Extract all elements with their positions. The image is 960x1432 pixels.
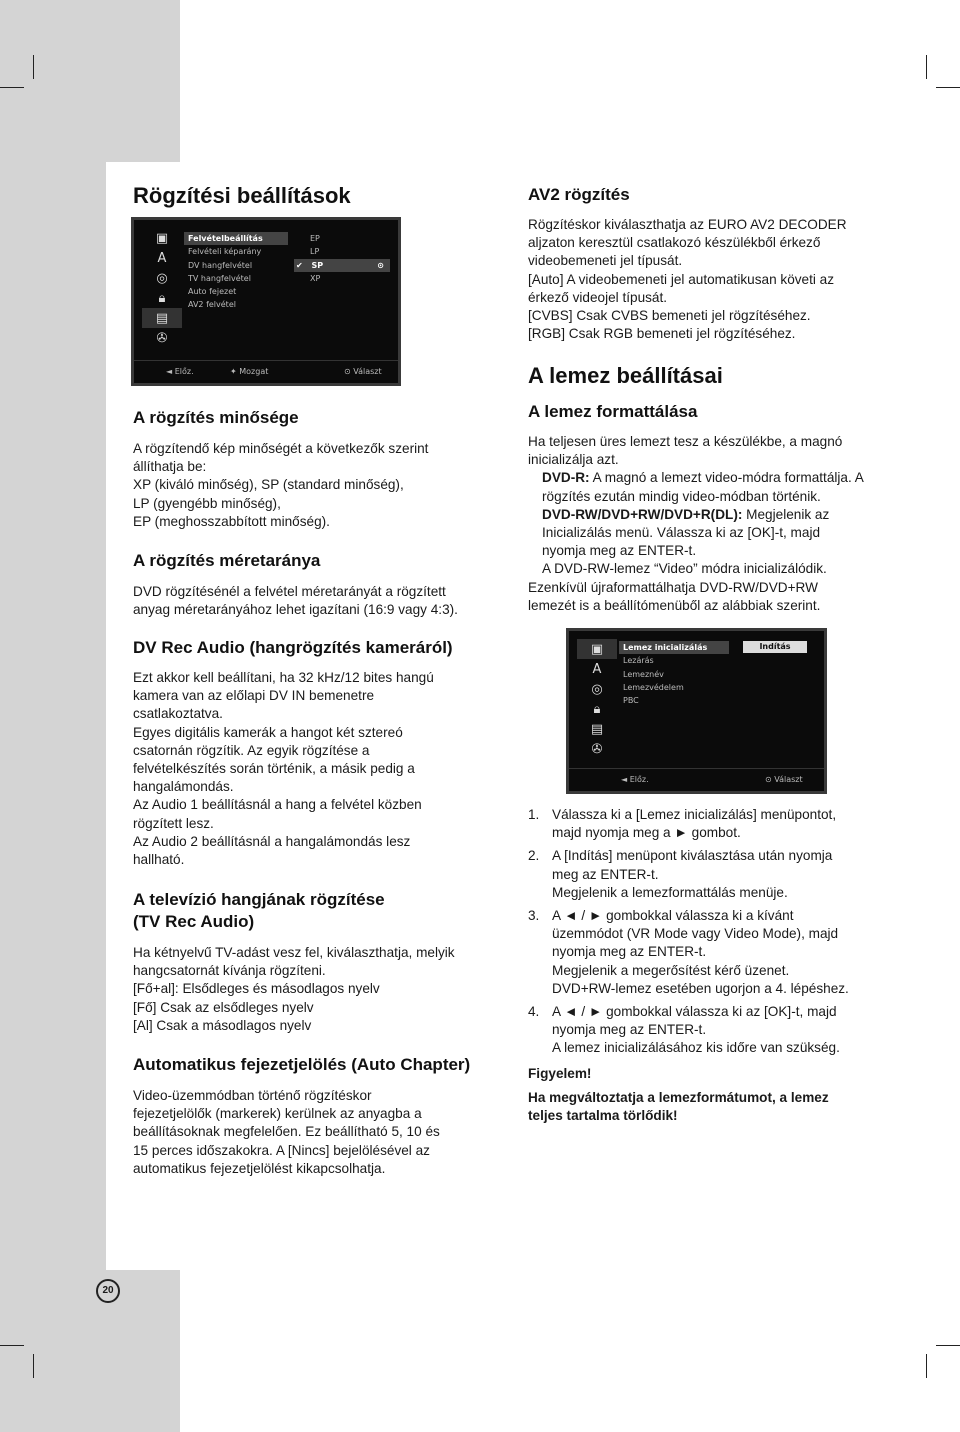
lock-icon: 🔒︎ bbox=[158, 290, 166, 306]
text-line: EP (meghosszabbított minőség). bbox=[133, 513, 330, 529]
rw-line bbox=[528, 506, 864, 524]
text-line: A ◄ / ► gombokkal válassza ki a kívánt bbox=[552, 908, 794, 924]
section-heading: A lemez formattálása bbox=[528, 402, 698, 421]
text-line: Megjelenik a lemezformattálás menüje. bbox=[552, 884, 788, 900]
text-line: meg az ENTER-t. bbox=[552, 866, 659, 882]
text-line: Ha teljesen üres lemezt tesz a készülékbe, a magnó bbox=[528, 434, 843, 449]
move-hint: ✦ Mozgat bbox=[230, 367, 269, 376]
start-button[interactable]: Indítás bbox=[743, 641, 807, 653]
warning-text bbox=[528, 1089, 829, 1125]
section-heading: Automatikus fejezetjelölés (Auto Chapter) bbox=[133, 1055, 471, 1074]
text-line: DVD rögzítésénél a felvétel méretarányát a rögzített bbox=[133, 584, 446, 599]
osd2-menu-item[interactable]: Lemezvédelem bbox=[623, 682, 684, 692]
gray-band-left bbox=[0, 0, 106, 1432]
section-body bbox=[133, 1087, 440, 1178]
steps-list bbox=[528, 806, 928, 1063]
text-line: lemezét is a beállítómenüből az alábbiak szerint. bbox=[528, 597, 821, 613]
disc-icon: ✇ bbox=[591, 741, 603, 757]
osd1-menu-item[interactable]: Felvételi képarány bbox=[188, 247, 262, 257]
osd1-option[interactable]: EP bbox=[310, 234, 320, 243]
text-line: beállításoknak megfelelően. Ez beállítható 5, 10 és bbox=[133, 1124, 440, 1140]
select-hint: ⊙ Választ bbox=[344, 367, 382, 376]
text-line: [CVBS] Csak CVBS bemeneti jel rögzítéséhez. bbox=[528, 308, 811, 324]
osd1-menu-item[interactable]: TV hangfelvétel bbox=[188, 273, 251, 283]
text-fragment: Megjelenik az bbox=[742, 506, 830, 522]
text-line: [Al] Csak a másodlagos nyelv bbox=[133, 1017, 312, 1033]
text-line: nyomja meg az ENTER-t. bbox=[552, 1022, 707, 1038]
text-line: érkező videojel típusát. bbox=[528, 289, 668, 305]
text-line: LP (gyengébb minőség), bbox=[133, 495, 281, 511]
step-number: 4. bbox=[528, 1004, 540, 1020]
text-line: kamera van az előlapi DV IN bemenetre bbox=[133, 688, 375, 704]
section-body bbox=[133, 669, 434, 869]
text-line: A rögzítendő kép minőségét a következők szerint bbox=[133, 441, 429, 456]
text-line: állíthatja be: bbox=[133, 459, 207, 475]
text-line: DVD+RW-lemez esetében ugorjon a 4. lépéshez. bbox=[552, 980, 849, 996]
text-line: A ◄ / ► gombokkal válassza ki az [OK]-t, majd bbox=[552, 1004, 837, 1020]
prev-hint: ◄ Előz. bbox=[166, 367, 194, 376]
text-line: Ha megváltoztatja a lemezformátumot, a lemez bbox=[528, 1090, 829, 1105]
text-line: Video-üzemmódban történő rögzítéskor bbox=[133, 1088, 372, 1103]
osd1-option-label: SP bbox=[311, 260, 324, 270]
text-line: üzemmódot (VR Mode vagy Video Mode), majd bbox=[552, 926, 839, 942]
text-line: videobemeneti jel típusát. bbox=[528, 253, 683, 269]
osd1-footer bbox=[134, 360, 398, 383]
section-body bbox=[133, 944, 455, 1035]
step-item bbox=[528, 806, 928, 842]
text-line: Ezt akkor kell beállítani, ha 32 kHz/12 bites hangú bbox=[133, 670, 434, 685]
language-icon: A bbox=[157, 250, 167, 266]
step-item bbox=[528, 847, 928, 902]
crop-mark bbox=[936, 87, 960, 88]
osd2-footer bbox=[569, 768, 824, 791]
step-number: 2. bbox=[528, 848, 540, 864]
osd-icon-column bbox=[142, 228, 182, 348]
osd1-options bbox=[294, 232, 390, 285]
osd1-menu bbox=[184, 232, 288, 312]
text-line: [RGB] Csak RGB bemeneti jel rögzítéséhez. bbox=[528, 326, 796, 342]
osd1-menu-item[interactable]: AV2 felvétel bbox=[188, 300, 236, 310]
text-line: Rögzítéskor kiválaszthatja az EURO AV2 DECODER bbox=[528, 217, 847, 232]
osd2-menu bbox=[619, 641, 729, 707]
osd2-menu-item[interactable]: Lemez inicializálás bbox=[619, 641, 729, 654]
text-line: fejezetjelölők (markerek) kerülnek az anyagba a bbox=[133, 1106, 422, 1122]
osd1-option[interactable]: XP bbox=[310, 273, 321, 283]
text-line: A [Indítás] menüpont kiválasztása után nyomja bbox=[552, 848, 833, 864]
section-title: A lemez beállításai bbox=[528, 363, 723, 388]
step-number: 1. bbox=[528, 807, 540, 822]
text-line: hallható. bbox=[133, 852, 185, 868]
crop-mark bbox=[926, 1354, 927, 1378]
osd2-menu-item[interactable]: PBC bbox=[623, 696, 639, 706]
dvdr-label: DVD-R: bbox=[542, 470, 590, 486]
text-line: rögzítés ezután mindig video-módban történik. bbox=[542, 488, 821, 504]
section-body bbox=[133, 440, 428, 531]
film-icon: ▤ bbox=[142, 308, 182, 328]
crop-mark bbox=[33, 55, 34, 79]
osd-icon-column bbox=[577, 639, 617, 759]
text-line: [Fő] Csak az elsődleges nyelv bbox=[133, 999, 314, 1015]
crop-mark bbox=[936, 1345, 960, 1346]
text-line: Inicializálás menü. Válassza ki az [OK]-t, majd bbox=[542, 525, 821, 541]
text-line: A DVD-RW-lemez “Video” módra inicializálódik. bbox=[542, 561, 827, 577]
select-hint: ⊙ Választ bbox=[765, 775, 803, 784]
text-line: Ezenkívül újraformattálhatja DVD-RW/DVD+RW bbox=[528, 579, 818, 595]
check-icon: ✔ bbox=[296, 260, 303, 270]
text-line: [Auto] A videobemeneti jel automatikusan követi az bbox=[528, 271, 835, 287]
section-heading: A rögzítés minősége bbox=[133, 408, 299, 427]
text-fragment: A magnó a lemezt video-módra formattálja. A bbox=[589, 470, 864, 486]
recording-settings-screen bbox=[131, 217, 401, 386]
step-item bbox=[528, 907, 928, 998]
section-body bbox=[528, 216, 847, 343]
section-heading: AV2 rögzítés bbox=[528, 185, 630, 204]
text-line: felvételkészítés során történik, a másik pedig a bbox=[133, 761, 415, 777]
text-line: Válassza ki a [Lemez inicializálás] menüpontot, bbox=[552, 807, 837, 822]
text-line: hangcsatornát kívánja rögzíteni. bbox=[133, 963, 326, 979]
osd1-menu-item[interactable]: Felvételbeállítás bbox=[184, 232, 288, 245]
step-number: 3. bbox=[528, 908, 540, 924]
text-line: inicializálja azt. bbox=[528, 452, 619, 468]
ok-icon: ⊙ bbox=[377, 260, 384, 270]
section-heading bbox=[133, 889, 385, 933]
language-icon: A bbox=[592, 661, 602, 677]
text-line: Az Audio 2 beállításnál a hangalámondás lesz bbox=[133, 833, 411, 849]
osd1-menu-item[interactable]: Auto fejezet bbox=[188, 287, 237, 297]
disc-menu-icon: ▣ bbox=[155, 230, 169, 246]
prev-hint: ◄ Előz. bbox=[621, 775, 649, 784]
section-heading: A rögzítés méretaránya bbox=[133, 551, 321, 570]
page-title: Rögzítési beállítások bbox=[133, 183, 351, 208]
osd2-menu-item[interactable]: Lezárás bbox=[623, 656, 654, 666]
step-item bbox=[528, 1003, 928, 1058]
format-body bbox=[528, 433, 864, 615]
page-number: 20 bbox=[96, 1279, 120, 1303]
osd1-option-selected[interactable] bbox=[294, 259, 390, 272]
text-line: A lemez inicializálásához kis időre van szükség. bbox=[552, 1040, 840, 1056]
lock-icon: 🔒︎ bbox=[593, 701, 601, 717]
section-body bbox=[133, 583, 458, 619]
text-line: hangalámondás. bbox=[133, 779, 234, 795]
audio-icon: ◎ bbox=[591, 681, 603, 697]
text-line: csatornán rögzítik. Az egyik rögzítése a bbox=[133, 742, 370, 758]
text-line: XP (kiváló minőség), SP (standard minőség), bbox=[133, 477, 404, 493]
crop-mark bbox=[33, 1354, 34, 1378]
text-line: csatlakoztatva. bbox=[133, 706, 223, 722]
text-line: teljes tartalma törlődik! bbox=[528, 1108, 678, 1124]
heading-line: (TV Rec Audio) bbox=[133, 912, 255, 931]
disc-icon: ✇ bbox=[156, 330, 168, 346]
heading-line: A televízió hangjának rögzítése bbox=[133, 890, 385, 909]
crop-mark bbox=[926, 55, 927, 79]
gray-band-bottom bbox=[0, 1270, 180, 1432]
text-line: Megjelenik a megerősítést kérő üzenet. bbox=[552, 962, 790, 978]
text-line: [Fő+al]: Elsődleges és másodlagos nyelv bbox=[133, 981, 380, 997]
dvdr-line bbox=[528, 469, 864, 487]
audio-icon: ◎ bbox=[156, 270, 168, 286]
film-icon: ▤ bbox=[590, 721, 604, 737]
text-line: nyomja meg az ENTER-t. bbox=[552, 944, 707, 960]
rw-label: DVD-RW/DVD+RW/DVD+R(DL): bbox=[542, 506, 743, 522]
warning-title: Figyelem! bbox=[528, 1066, 592, 1081]
text-line: aljzaton keresztül csatlakozó készülékből érkező bbox=[528, 235, 821, 251]
osd1-option[interactable]: LP bbox=[310, 247, 320, 257]
crop-mark bbox=[0, 1345, 24, 1346]
text-line: Az Audio 1 beállításnál a hang a felvétel közben bbox=[133, 797, 422, 813]
crop-mark bbox=[0, 87, 24, 88]
text-line: Ha kétnyelvű TV-adást vesz fel, kiválaszthatja, melyik bbox=[133, 945, 455, 960]
text-line: rögzített lesz. bbox=[133, 815, 214, 831]
text-line: automatikus fejezetjelölést kikapcsolhatja. bbox=[133, 1160, 386, 1176]
text-line: anyag méretarányához lehet igazítani (16:9 vagy 4:3). bbox=[133, 602, 458, 618]
osd1-menu-item[interactable]: DV hangfelvétel bbox=[188, 260, 253, 270]
text-line: 15 perces időszakokra. A [Nincs] bejelölésével az bbox=[133, 1142, 430, 1158]
text-line: nyomja meg az ENTER-t. bbox=[542, 543, 697, 559]
text-line: majd nyomja meg a ► gombot. bbox=[552, 825, 741, 841]
osd2-menu-item[interactable]: Lemeznév bbox=[623, 669, 664, 679]
text-line: Egyes digitális kamerák a hangot két sztereó bbox=[133, 724, 403, 740]
section-heading: DV Rec Audio (hangrögzítés kameráról) bbox=[133, 638, 453, 657]
disc-settings-screen bbox=[566, 628, 827, 794]
disc-menu-icon: ▣ bbox=[577, 639, 617, 659]
